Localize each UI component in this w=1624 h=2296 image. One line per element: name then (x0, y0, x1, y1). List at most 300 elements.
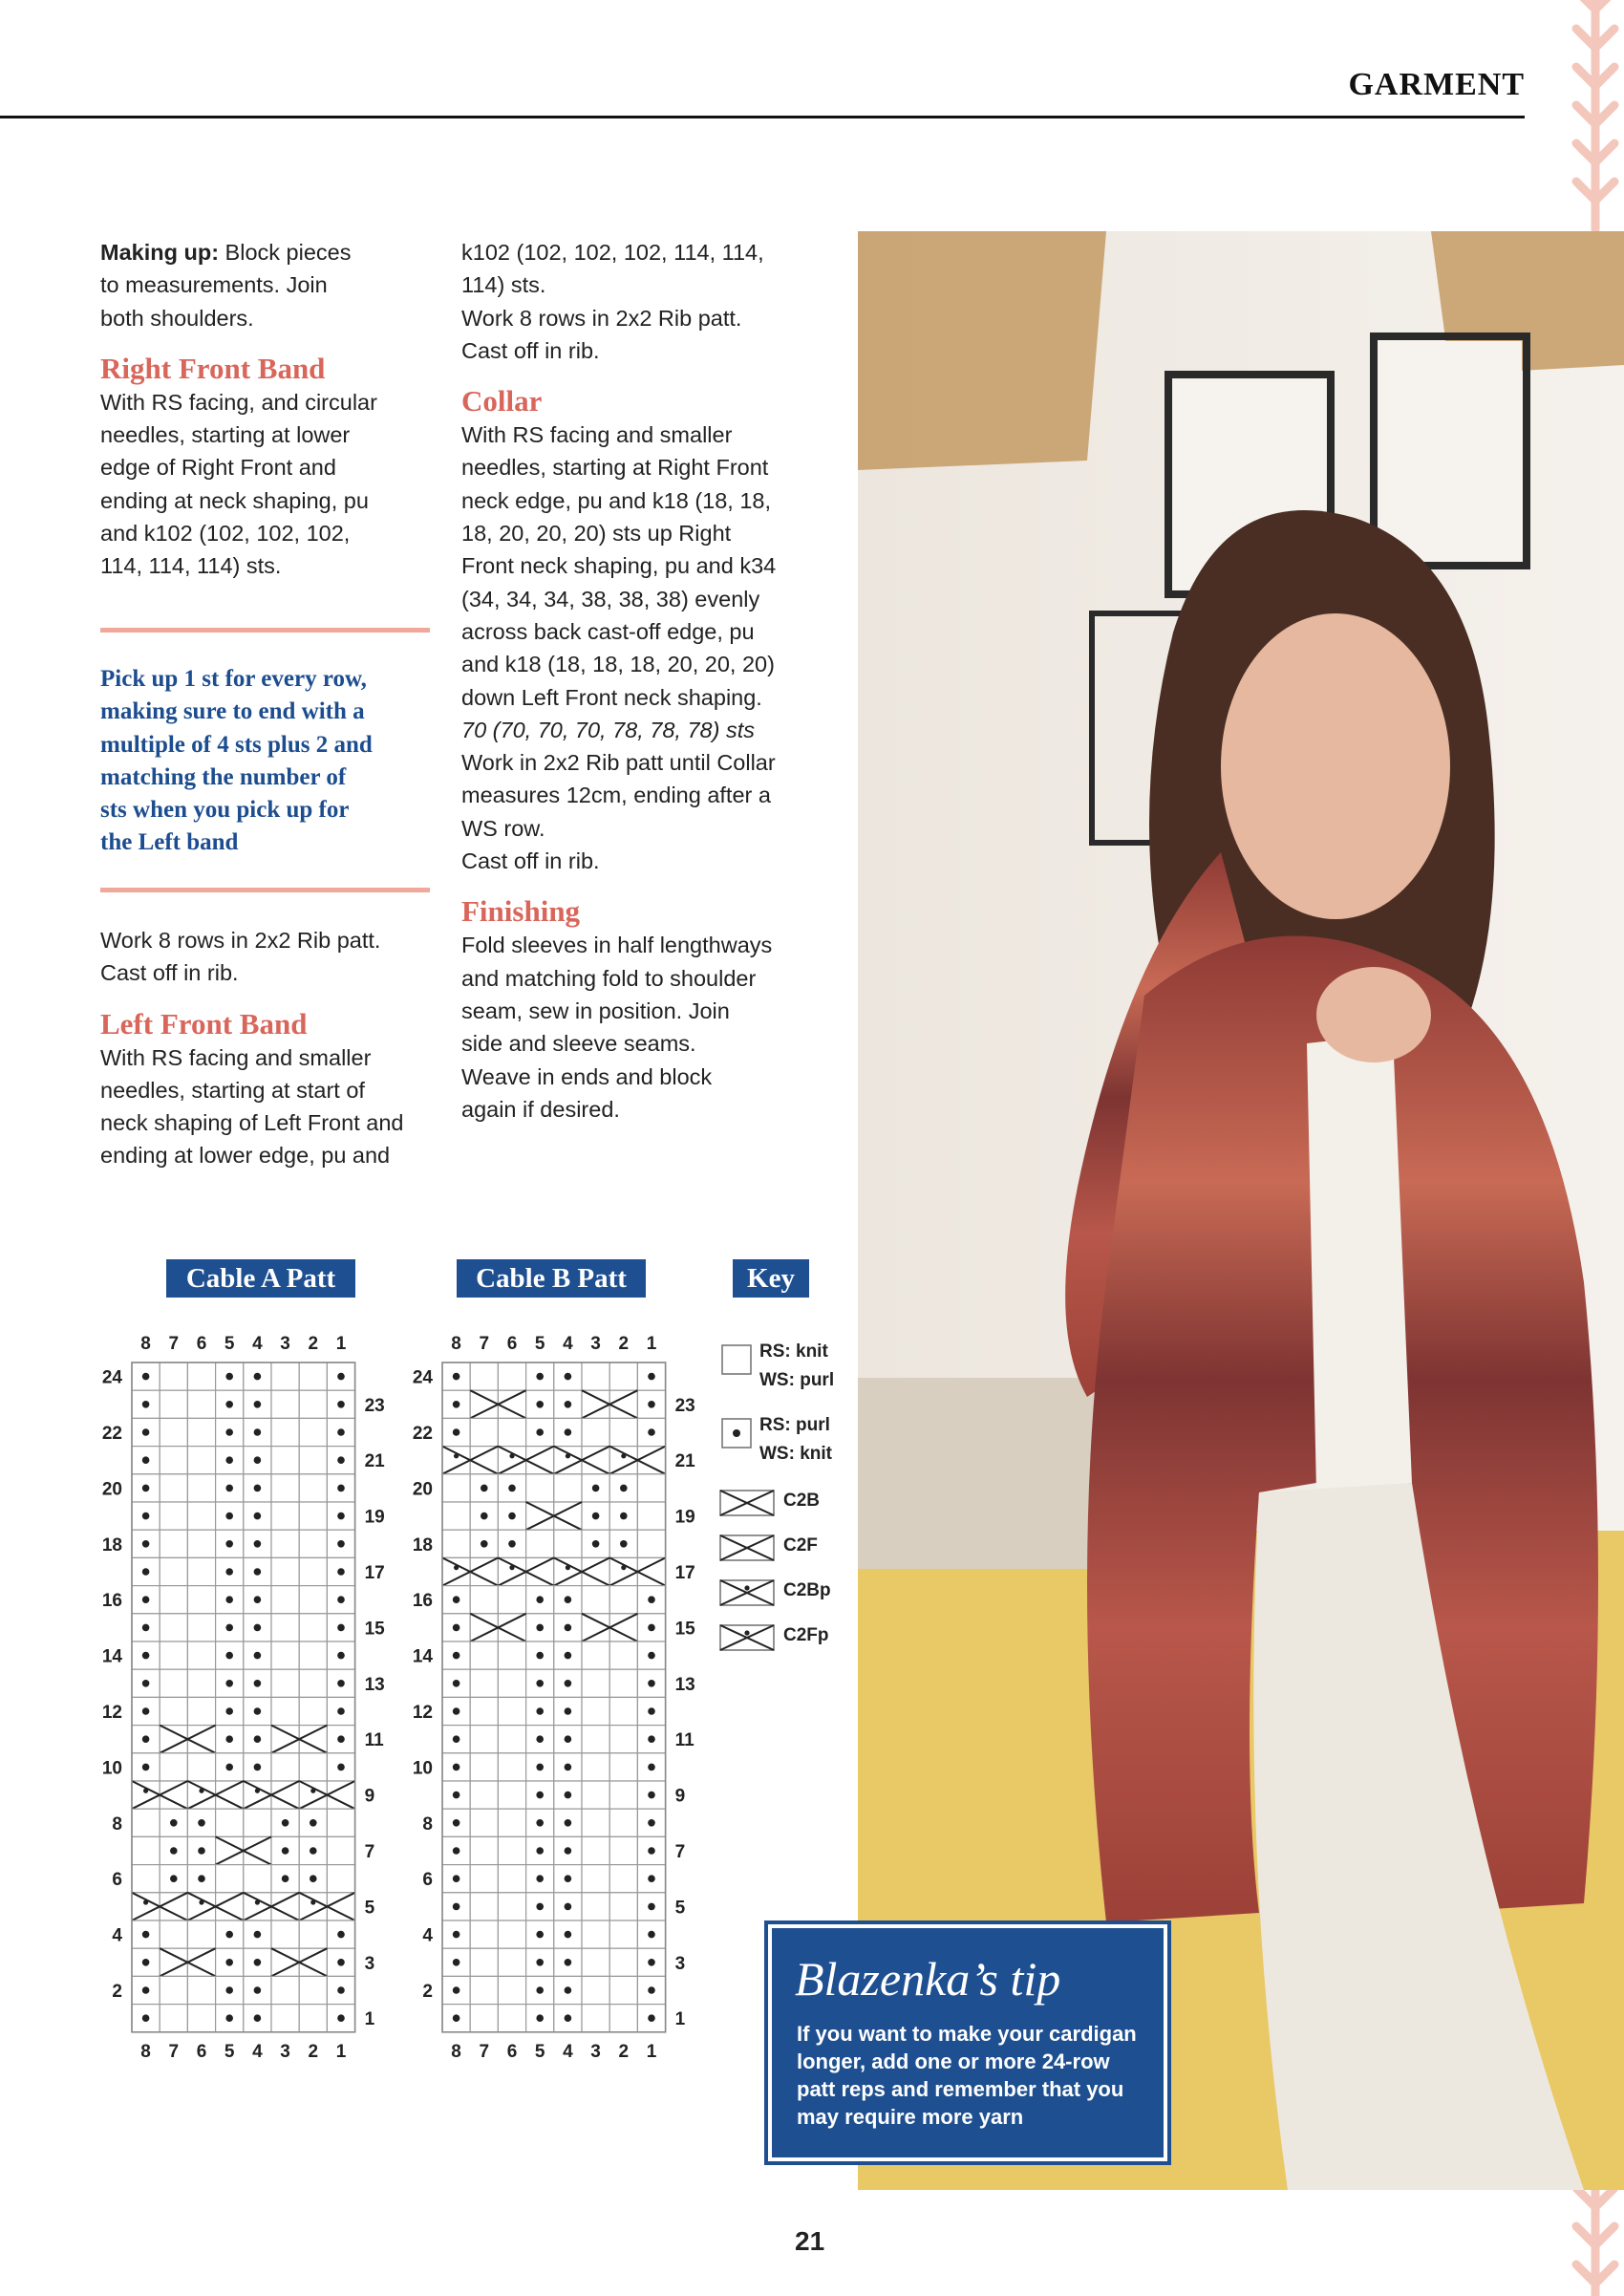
chart-cell (526, 1530, 554, 1557)
chart-cell (187, 1614, 215, 1642)
column-number: 7 (168, 1334, 180, 1354)
chart-cell (470, 1753, 498, 1781)
purl-dot (337, 1764, 345, 1771)
chart-cell (498, 1390, 525, 1418)
divider-top (100, 628, 430, 633)
purl-dot (142, 1513, 150, 1520)
chart-cell (498, 1726, 525, 1753)
row-number: 16 (412, 1591, 433, 1612)
purl-dot (142, 1707, 150, 1715)
row-number: 15 (674, 1619, 695, 1640)
chart-cell (582, 1809, 609, 1836)
chart-cell (470, 1697, 498, 1725)
chart-cell (470, 1809, 498, 1836)
collar-line: needles, starting at Right Front (461, 455, 769, 481)
cable-purl-dot (255, 1899, 260, 1904)
purl-dot (648, 1596, 655, 1603)
purl-dot (453, 1428, 460, 1436)
chart-cell (582, 1865, 609, 1893)
purl-dot (536, 1735, 544, 1743)
purl-dot (337, 1707, 345, 1715)
chart-cell (470, 1836, 498, 1864)
purl-dot (536, 1819, 544, 1827)
purl-dot (142, 1596, 150, 1603)
purl-dot (310, 1875, 317, 1882)
chart-cell (498, 1781, 525, 1809)
chart-cell (582, 1893, 609, 1920)
chart-cell (582, 1976, 609, 2004)
purl-dot (453, 1735, 460, 1743)
key-knit-label-2: WS: purl (759, 1370, 835, 1390)
chart-cell (470, 1642, 498, 1669)
chart-cell (187, 1642, 215, 1669)
row-number: 21 (364, 1451, 385, 1472)
purl-dot (225, 1373, 233, 1381)
purl-dot (648, 1792, 655, 1799)
purl-dot (565, 1596, 572, 1603)
column-number: 3 (590, 1334, 601, 1354)
row-number: 18 (101, 1534, 122, 1556)
purl-dot (337, 1931, 345, 1939)
purl-dot (337, 1568, 345, 1576)
chart-cell (470, 1948, 498, 1976)
purl-dot (648, 1624, 655, 1632)
purl-dot (142, 1959, 150, 1966)
purl-dot (225, 1986, 233, 1994)
column-2 (461, 236, 844, 1126)
purl-dot (337, 1513, 345, 1520)
purl-dot (536, 1764, 544, 1771)
purl-dot (225, 2014, 233, 2022)
chart-cell (442, 1502, 470, 1530)
row-number: 6 (422, 1870, 433, 1891)
row-number: 11 (674, 1730, 694, 1751)
chart-cell (271, 1474, 299, 1502)
purl-dot (337, 1485, 345, 1492)
right-band-line: ending at neck shaping, pu (100, 487, 369, 513)
purl-dot (337, 1401, 345, 1408)
right-band-line: With RS facing, and circular (100, 389, 377, 415)
purl-dot (142, 1735, 150, 1743)
chart-cell (299, 1753, 327, 1781)
row-number: 10 (101, 1758, 122, 1779)
column-1 (100, 236, 435, 583)
right-band-line: and k102 (102, 102, 102, (100, 521, 351, 547)
chart-cell (160, 1920, 187, 1948)
column-number: 6 (506, 1334, 518, 1354)
chart-cell (470, 1893, 498, 1920)
column-number: 5 (224, 2041, 235, 2062)
chart-cell (609, 1920, 637, 1948)
purl-dot (254, 1428, 262, 1436)
chart-cell (299, 1976, 327, 2004)
purl-dot (254, 1652, 262, 1660)
chart-cell (609, 1726, 637, 1753)
row-number: 7 (364, 1842, 375, 1862)
purl-dot (254, 1680, 262, 1687)
chart-cell (299, 1557, 327, 1585)
collar-text (461, 418, 844, 714)
chart-cell (132, 1781, 160, 1809)
column-1-lower (100, 924, 435, 1172)
chart-cell (271, 1753, 299, 1781)
purl-dot (536, 1903, 544, 1911)
column-number: 4 (252, 2041, 263, 2062)
purl-dot (565, 1819, 572, 1827)
purl-dot (648, 1428, 655, 1436)
chart-cell (271, 1586, 299, 1614)
purl-dot (648, 1373, 655, 1381)
chart-cell (271, 1418, 299, 1446)
purl-dot (648, 1707, 655, 1715)
model-photo (858, 231, 1624, 2190)
chart-cell (187, 1669, 215, 1697)
chart-cell (498, 2005, 525, 2032)
chart-cell (470, 1726, 498, 1753)
chart-cell (582, 1836, 609, 1864)
chart-cell (637, 1530, 665, 1557)
purl-dot (337, 1373, 345, 1381)
cable-purl-dot (143, 1899, 148, 1904)
collar-line: With RS facing and smaller (461, 422, 733, 448)
tip-line: longer, add one or more 24-row (797, 2049, 1110, 2073)
purl-dot (310, 1847, 317, 1855)
chart-cell (526, 1474, 554, 1502)
purl-dot (565, 1959, 572, 1966)
chart-cell (216, 1836, 244, 1864)
purl-dot (536, 1707, 544, 1715)
chart-cell (244, 1865, 271, 1893)
chart-cell (609, 1836, 637, 1864)
callout-line: multiple of 4 sts plus 2 and (100, 731, 373, 758)
chart-cell (327, 1893, 354, 1920)
key-purl-dot (733, 1429, 740, 1437)
purl-dot (225, 1735, 233, 1743)
row-number: 20 (412, 1479, 433, 1500)
chart-cell (271, 1363, 299, 1390)
making-up-paragraph: Making up: Block pieces (100, 240, 352, 265)
finishing-line: seam, sew in position. Join (461, 998, 730, 1023)
chart-cell (470, 1363, 498, 1390)
purl-dot (254, 1485, 262, 1492)
left-band-line: With RS facing and smaller (100, 1044, 372, 1070)
column-number: 6 (506, 2041, 518, 2062)
chart-cell (187, 1390, 215, 1418)
purl-dot (225, 1624, 233, 1632)
chart-cell (160, 2005, 187, 2032)
chart-cell (582, 1642, 609, 1669)
purl-dot (536, 1931, 544, 1939)
chart-cell (132, 1865, 160, 1893)
cable-purl-dot (310, 1899, 315, 1904)
column-number: 1 (646, 2041, 657, 2062)
purl-dot (648, 1764, 655, 1771)
row-number: 9 (674, 1786, 686, 1807)
row-number: 13 (674, 1674, 695, 1695)
cable-purl-dot (199, 1789, 203, 1793)
purl-dot (565, 1707, 572, 1715)
finishing-text (461, 929, 844, 1126)
purl-dot (170, 1819, 178, 1827)
purl-dot (648, 2014, 655, 2022)
tip-line: If you want to make your cardigan (797, 2022, 1137, 2046)
chart-cell (299, 1893, 327, 1920)
chart-cell (526, 1502, 554, 1530)
chart-cell (637, 1474, 665, 1502)
left-band-line: ending at lower edge, pu and (100, 1143, 391, 1169)
cable-purl-dot (566, 1565, 570, 1570)
finishing-line: and matching fold to shoulder (461, 965, 757, 991)
cable-purl-dot (621, 1453, 626, 1458)
chart-cell (609, 1809, 637, 1836)
chart-cell (498, 1363, 525, 1390)
column-number: 5 (534, 2041, 545, 2062)
row-number: 12 (101, 1703, 122, 1723)
chart-cell (160, 1363, 187, 1390)
purl-dot (481, 1485, 488, 1492)
chart-cell (609, 1948, 637, 1976)
purl-dot (170, 1875, 178, 1882)
purl-dot (536, 1373, 544, 1381)
purl-dot (536, 1596, 544, 1603)
chart-cell (299, 1920, 327, 1948)
chart-cell (160, 1697, 187, 1725)
chart-cell (582, 1753, 609, 1781)
intro-line: 114) sts. (461, 272, 546, 298)
purl-dot (565, 1875, 572, 1882)
purl-dot (225, 1707, 233, 1715)
chart-cell (609, 1390, 637, 1418)
purl-dot (508, 1540, 516, 1548)
purl-dot (565, 1931, 572, 1939)
cable-purl-dot (454, 1453, 459, 1458)
chart-cell (160, 1726, 187, 1753)
chart-cell (160, 1948, 187, 1976)
chart-cell (160, 1474, 187, 1502)
collar-heading: Collar (461, 384, 543, 418)
purl-dot (142, 1986, 150, 1994)
purl-dot (254, 1596, 262, 1603)
chart-cell (609, 1586, 637, 1614)
purl-dot (225, 1596, 233, 1603)
chart-cell (582, 1390, 609, 1418)
purl-dot (565, 1792, 572, 1799)
chart-cell (299, 1614, 327, 1642)
callout-line: the Left band (100, 829, 239, 856)
chart-cell (609, 1447, 637, 1474)
purl-dot (225, 1568, 233, 1576)
chart-cell (271, 1976, 299, 2004)
key-c2bp-label: C2Bp (783, 1580, 831, 1600)
chart-cell (327, 1781, 354, 1809)
purl-dot (225, 1764, 233, 1771)
collar-line: (34, 34, 34, 38, 38, 38) evenly (461, 586, 760, 612)
purl-dot (453, 1373, 460, 1381)
chart-cell (244, 1836, 271, 1864)
purl-dot (648, 1735, 655, 1743)
purl-dot (225, 1931, 233, 1939)
chart-cell (160, 1781, 187, 1809)
purl-dot (198, 1875, 205, 1882)
row-number: 8 (112, 1813, 122, 1835)
chart-cell (160, 1669, 187, 1697)
purl-dot (254, 1764, 262, 1771)
chart-cell (609, 1865, 637, 1893)
column-number: 8 (451, 1334, 461, 1354)
column-number: 2 (308, 1334, 319, 1354)
row-number: 3 (364, 1953, 375, 1974)
row-number: 5 (674, 1898, 686, 1919)
purl-dot (592, 1513, 600, 1520)
row-number: 2 (422, 1982, 433, 2002)
purl-dot (337, 1428, 345, 1436)
purl-dot (453, 1986, 460, 1994)
purl-dot (337, 1652, 345, 1660)
chart-cell (299, 1363, 327, 1390)
purl-dot (254, 1373, 262, 1381)
chart-cell (582, 1669, 609, 1697)
chart-cell (609, 1697, 637, 1725)
purl-dot (225, 1401, 233, 1408)
knit-pattern-decoration-bottom (1567, 2188, 1624, 2296)
chart-cell (187, 1447, 215, 1474)
purl-dot (536, 1652, 544, 1660)
page-number: 21 (795, 2226, 825, 2256)
chart-cell (271, 1557, 299, 1585)
chart-cell (554, 1502, 582, 1530)
intro-text (461, 236, 844, 367)
chart-cell (498, 1586, 525, 1614)
column-number: 4 (563, 1334, 573, 1354)
purl-dot (620, 1540, 628, 1548)
purl-dot (142, 1931, 150, 1939)
chart-cell (299, 1642, 327, 1669)
key-c2fp-label: C2Fp (783, 1625, 829, 1645)
callout-line: matching the number of (100, 763, 347, 790)
chart-cell (582, 1418, 609, 1446)
row-number: 22 (101, 1424, 122, 1444)
row-number: 15 (364, 1619, 385, 1640)
chart-cell (299, 1474, 327, 1502)
chart-cell (271, 1390, 299, 1418)
chart-cell (187, 2005, 215, 2032)
collar-line: Front neck shaping, pu and k34 (461, 553, 777, 579)
chart-cell (498, 1669, 525, 1697)
collar-stitch-count: 70 (70, 70, 70, 78, 78, 78) sts (461, 717, 756, 742)
purl-dot (142, 1485, 150, 1492)
key-knit-symbol (722, 1345, 751, 1374)
chart-cell (327, 1865, 354, 1893)
key-c2b-label: C2B (783, 1491, 821, 1511)
purl-dot (648, 1847, 655, 1855)
row-number: 19 (674, 1507, 695, 1528)
collar-line: Cast off in rib. (461, 848, 600, 874)
chart-cell (526, 1557, 554, 1585)
intro-line: Work 8 rows in 2x2 Rib patt. (461, 305, 742, 331)
purl-dot (453, 1959, 460, 1966)
purl-dot (337, 2014, 345, 2022)
purl-dot (337, 1456, 345, 1464)
column-number: 2 (618, 1334, 630, 1354)
purl-dot (282, 1819, 289, 1827)
purl-dot (453, 1707, 460, 1715)
chart-cell (327, 1836, 354, 1864)
chart-cell (498, 1893, 525, 1920)
purl-dot (592, 1485, 600, 1492)
chart-cell (442, 1474, 470, 1502)
chart-cell (470, 1390, 498, 1418)
column-number: 1 (335, 1334, 347, 1354)
column-number: 7 (168, 2041, 180, 2062)
knit-pattern-decoration (1567, 0, 1624, 220)
key-knit-label-1: RS: knit (759, 1341, 828, 1362)
chart-cell (498, 1697, 525, 1725)
chart-cell (582, 2005, 609, 2032)
right-band-text (100, 386, 435, 583)
cable-purl-dot (454, 1565, 459, 1570)
chart-cell (271, 1669, 299, 1697)
chart-cell (216, 1809, 244, 1836)
right-band-line: 114, 114, 114) sts. (100, 553, 282, 579)
callout-text (100, 663, 444, 860)
key-cable-symbol (720, 1580, 774, 1605)
chart-cell (187, 1502, 215, 1530)
chart-cell (554, 1530, 582, 1557)
key-cable-symbol (720, 1625, 774, 1650)
purl-dot (337, 1624, 345, 1632)
row-number: 1 (674, 2009, 686, 2030)
collar-line: measures 12cm, ending after a (461, 783, 771, 808)
chart-cell (609, 2005, 637, 2032)
purl-dot (565, 1652, 572, 1660)
key-c2f-label: C2F (783, 1535, 818, 1556)
chart-cell (299, 1530, 327, 1557)
purl-dot (536, 1875, 544, 1882)
purl-dot (536, 1792, 544, 1799)
chart-cell (609, 1669, 637, 1697)
chart-cell (637, 1447, 665, 1474)
column-number: 7 (479, 2041, 490, 2062)
purl-dot (310, 1819, 317, 1827)
chart-cell (470, 1586, 498, 1614)
row-number: 6 (112, 1870, 122, 1891)
collar-text-2 (461, 746, 844, 877)
purl-dot (536, 1959, 544, 1966)
purl-dot (225, 1456, 233, 1464)
chart-cell (498, 1557, 525, 1585)
purl-dot (453, 1903, 460, 1911)
purl-dot (142, 1401, 150, 1408)
row-number: 17 (364, 1563, 385, 1583)
purl-dot (565, 1847, 572, 1855)
chart-cell (498, 1920, 525, 1948)
chart-cell (271, 1920, 299, 1948)
column-number: 5 (224, 1334, 235, 1354)
purl-dot (254, 1931, 262, 1939)
chart-cell (299, 1390, 327, 1418)
column-number: 8 (140, 1334, 151, 1354)
row-number: 4 (422, 1925, 433, 1946)
purl-dot (142, 1540, 150, 1548)
chart-cell (582, 1726, 609, 1753)
row-number: 8 (422, 1813, 433, 1835)
purl-dot (536, 1401, 544, 1408)
chart-cell (160, 1614, 187, 1642)
callout-line: making sure to end with a (100, 698, 365, 725)
chart-cell (554, 1474, 582, 1502)
chart-cell (442, 1530, 470, 1557)
row-number: 12 (412, 1703, 433, 1723)
